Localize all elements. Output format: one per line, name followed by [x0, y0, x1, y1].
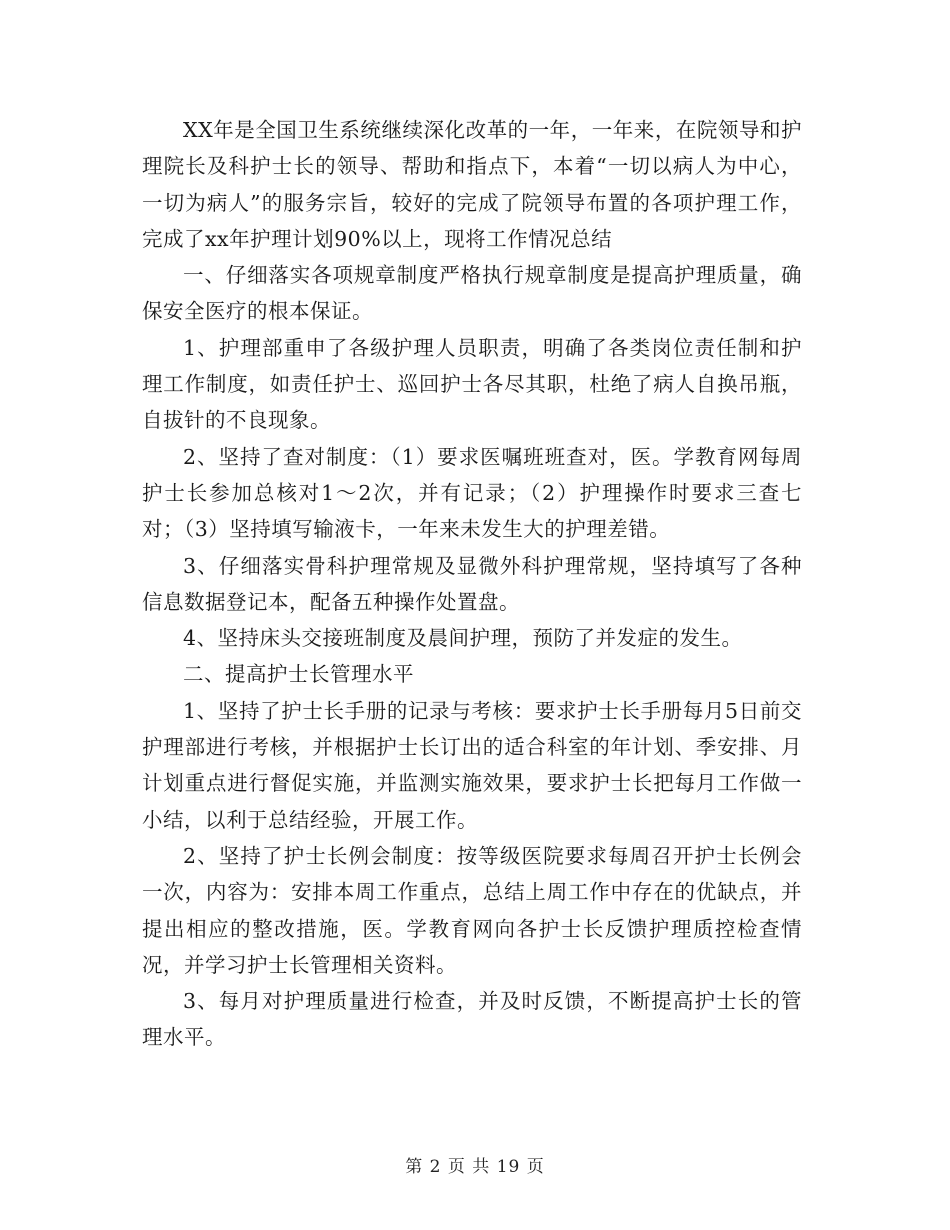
section-heading-1: 一、仔细落实各项规章制度严格执行规章制度是提高护理质量，确保安全医疗的根本保证。: [142, 263, 802, 324]
page-number-footer: 第 2 页 共 19 页: [405, 1157, 545, 1177]
paragraph-item: 1、护理部重申了各级护理人员职责，明确了各类岗位责任制和护理工作制度，如责任护士、巡回护士各尽其职，杜绝了病人自换吊瓶，自拔针的不良现象。: [142, 335, 802, 433]
paragraph-item: 2、坚持了护士长例会制度：按等级医院要求每周召开护士长例会一次，内容为：安排本周工作重点，总结上周工作中存在的优缺点，并提出相应的整改措施，医。学教育网向各护士长反馈护理质控检查情况，并学习护士长管理相关资料。: [142, 843, 802, 977]
paragraph-item: 3、每月对护理质量进行检查，并及时反馈，不断提高护士长的管理水平。: [142, 989, 802, 1050]
section-heading-2: 二、提高护士长管理水平: [183, 662, 414, 687]
paragraph-intro: XX年是全国卫生系统继续深化改革的一年，一年来，在院领导和护理院长及科护士长的领导、帮助和指点下，本着“一切以病人为中心，一切为病人”的服务宗旨，较好的完成了院领导布置的各项护理工作，完成了xx年护理计划90%以上，现将工作情况总结: [142, 118, 802, 251]
paragraph-item: 3、仔细落实骨科护理常规及显微外科护理常规，坚持填写了各种信息数据登记本，配备五种操作处置盘。: [142, 553, 802, 614]
document-body: [142, 112, 802, 1056]
paragraph-item: 2、坚持了查对制度：（1）要求医嘱班班查对，医。学教育网每周护士长参加总核对1～2次，并有记录；（2）护理操作时要求三查七对；（3）坚持填写输液卡，一年来未发生大的护理差错。: [142, 444, 802, 542]
paragraph-item: 4、坚持床头交接班制度及晨间护理，预防了并发症的发生。: [183, 626, 743, 651]
paragraph-item: 1、坚持了护士长手册的记录与考核：要求护士长手册每月5日前交护理部进行考核，并根据护士长订出的适合科室的年计划、季安排、月计划重点进行督促实施，并监测实施效果，要求护士长把每月工作做一小结，以利于总结经验，开展工作。: [142, 698, 802, 832]
